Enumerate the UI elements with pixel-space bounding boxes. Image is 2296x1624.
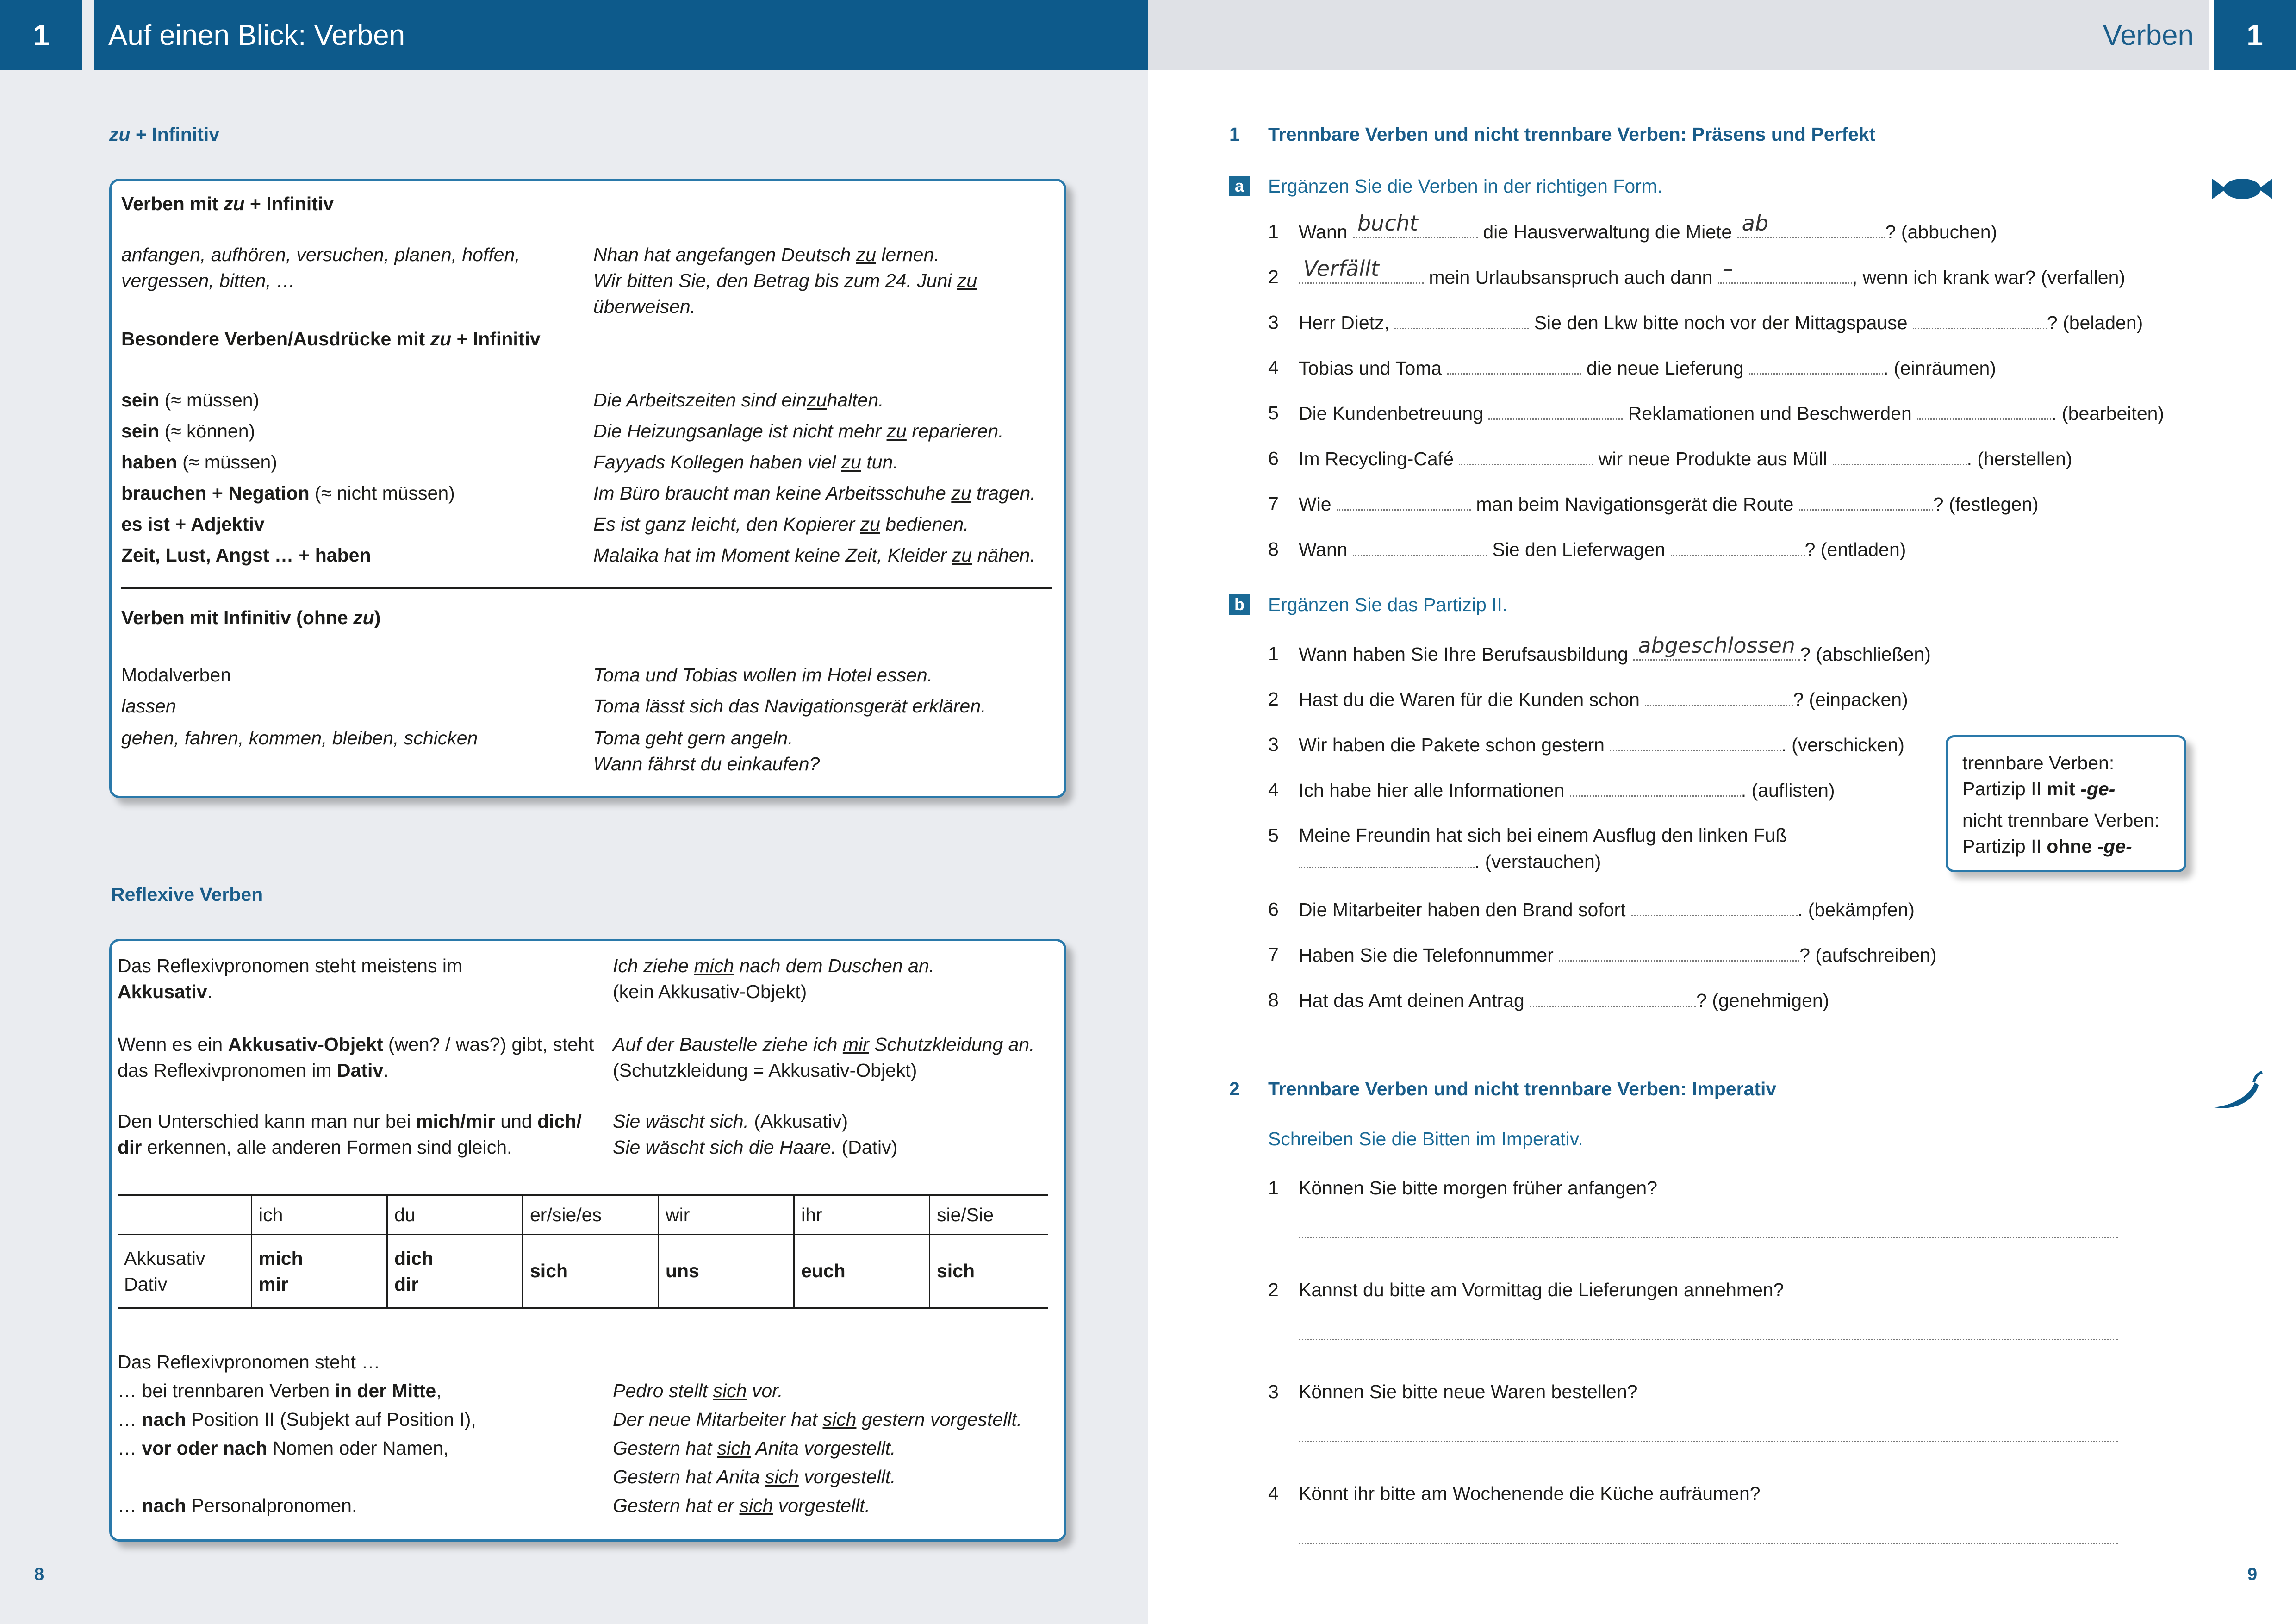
verb-row-label: es ist + Adjektiv	[121, 513, 265, 535]
tip-line: nicht trennbare Verben:	[1962, 810, 2160, 831]
example-sentence: Gestern hat Anita sich vorgestellt.	[613, 1466, 896, 1487]
item-number: 3	[1268, 1381, 1279, 1402]
instruction-text: Ergänzen Sie das Partizip II.	[1268, 594, 1508, 615]
item-text: Haben Sie die Telefonnummer	[1299, 944, 1559, 966]
exercise-item	[1299, 942, 1936, 968]
item-number: 1	[1268, 221, 1279, 242]
item-text: ? (einpacken)	[1793, 689, 1908, 710]
example-sentence: überweisen.	[593, 296, 696, 317]
answer-blank[interactable]	[1645, 686, 1793, 706]
answer-blank[interactable]	[1917, 400, 2051, 420]
page-title-right: Verben	[2103, 19, 2194, 51]
item-text: , wenn ich krank war? (verfallen)	[1852, 267, 2126, 288]
item-number: 7	[1268, 944, 1279, 965]
verb-row-label: sein (≈ müssen)	[121, 389, 260, 411]
example-sentence: Gestern hat er sich vorgestellt.	[613, 1495, 871, 1516]
example-sentence: Fayyads Kollegen haben viel zu tun.	[593, 451, 898, 473]
example-sentence: Im Büro braucht man keine Arbeitsschuhe zu tragen.	[593, 482, 1036, 504]
reflexive-pronoun-table	[118, 1194, 1048, 1309]
item-number: 1	[1268, 643, 1279, 664]
page-number-right: 9	[2247, 1565, 2258, 1584]
exercise-item: Können Sie bitte morgen früher anfangen?	[1299, 1177, 1657, 1199]
exercise-number: 1	[1229, 124, 1240, 145]
item-number: 8	[1268, 538, 1279, 560]
answer-line[interactable]	[1299, 1543, 2118, 1544]
exercise-number: 2	[1229, 1078, 1240, 1099]
answer-blank[interactable]	[1737, 211, 1885, 238]
answer-blank[interactable]	[1833, 445, 1967, 465]
answer-blank[interactable]	[1610, 731, 1781, 751]
exercise-item	[1299, 686, 1908, 712]
exercise-item	[1299, 491, 2039, 517]
table-header-cell: ich	[252, 1195, 387, 1234]
item-number: 5	[1268, 824, 1279, 846]
answer-blank[interactable]	[1447, 355, 1581, 375]
exercise-title: Trennbare Verben und nicht trennbare Verben: Imperativ	[1268, 1078, 1777, 1099]
item-text: wir neue Produkte aus Müll	[1593, 448, 1833, 469]
subheading-besondere-verben: Besondere Verben/Ausdrücke mit zu + Infinitiv	[121, 328, 541, 350]
item-text: Wie	[1299, 493, 1337, 515]
example-sentence: Gestern hat sich Anita vorgestellt.	[613, 1437, 896, 1459]
answer-blank[interactable]	[1718, 256, 1852, 284]
item-text: ? (festlegen)	[1933, 493, 2039, 515]
example-sentence: Ich ziehe mich nach dem Duschen an.	[613, 955, 935, 976]
rule-text: Akkusativ.	[118, 981, 213, 1002]
position-rule: … nach Personalpronomen.	[118, 1495, 357, 1516]
item-text: Wann haben Sie Ihre Berufsausbildung	[1299, 643, 1634, 665]
answer-blank[interactable]	[1459, 445, 1593, 465]
verb-row-label: Zeit, Lust, Angst … + haben	[121, 544, 371, 566]
subexercise-label-a: a	[1229, 176, 1250, 196]
exercise-item	[1299, 355, 1996, 381]
answer-blank[interactable]	[1353, 211, 1478, 238]
position-rule: … bei trennbaren Verben in der Mitte,	[118, 1380, 442, 1401]
table-header-cell	[118, 1195, 252, 1234]
handwritten-answer: bucht	[1357, 211, 1418, 236]
example-sentence: Der neue Mitarbeiter hat sich gestern vorgestellt.	[613, 1409, 1022, 1430]
table-header-cell: er/sie/es	[523, 1195, 659, 1234]
item-number: 4	[1268, 1483, 1279, 1504]
item-number: 4	[1268, 779, 1279, 800]
item-text: . (einräumen)	[1883, 357, 1996, 379]
example-sentence: Sie wäscht sich die Haare. (Dativ)	[613, 1137, 898, 1158]
answer-blank[interactable]	[1749, 355, 1883, 375]
exercise-item	[1299, 896, 1915, 923]
position-rule: … nach Position II (Subjekt auf Position I),	[118, 1409, 476, 1430]
chapter-number-right: 1	[2214, 0, 2296, 70]
exercise-item	[1299, 400, 2164, 426]
item-number: 3	[1268, 734, 1279, 755]
page-title-left: Auf einen Blick: Verben	[94, 0, 1148, 70]
exercise-item	[1299, 633, 1931, 667]
item-text: Wir haben die Pakete schon gestern	[1299, 734, 1610, 756]
item-number: 3	[1268, 312, 1279, 333]
exercise-item	[1299, 848, 1601, 874]
answer-blank[interactable]	[1570, 777, 1741, 797]
verb-row-label: lassen	[121, 695, 176, 717]
item-text: ? (aufschreiben)	[1799, 944, 1937, 966]
page-number-left: 8	[34, 1565, 44, 1584]
verb-row-label: gehen, fahren, kommen, bleiben, schicken	[121, 727, 478, 749]
answer-blank[interactable]	[1633, 633, 1800, 661]
item-text: . (verschicken)	[1781, 734, 1904, 756]
answer-blank[interactable]	[1799, 491, 1933, 511]
exercise-title: Trennbare Verben und nicht trennbare Verben: Präsens und Perfekt	[1268, 124, 1876, 145]
verb-list-line2: vergessen, bitten, …	[121, 270, 296, 291]
answer-blank[interactable]	[1671, 536, 1805, 556]
item-text: Herr Dietz,	[1299, 312, 1395, 333]
exercise-item: Könnt ihr bitte am Wochenende die Küche aufräumen?	[1299, 1483, 1761, 1504]
exercise-item	[1299, 822, 1787, 848]
answer-line[interactable]	[1299, 1441, 2118, 1442]
verb-row-label: Modalverben	[121, 664, 231, 686]
item-text: Im Recycling-Café	[1299, 448, 1459, 469]
exercise-item	[1299, 777, 1835, 803]
table-cell: euch	[794, 1234, 930, 1308]
exercise-item: Kannst du bitte am Vormittag die Lieferungen annehmen?	[1299, 1279, 1784, 1300]
tip-line: trennbare Verben:	[1962, 752, 2115, 774]
item-number: 6	[1268, 448, 1279, 469]
item-text: Ich habe hier alle Informationen	[1299, 780, 1570, 801]
example-sentence: (kein Akkusativ-Objekt)	[613, 981, 807, 1002]
handwritten-answer: abgeschlossen	[1638, 633, 1795, 658]
answer-blank[interactable]	[1353, 536, 1487, 556]
handwritten-answer: ab	[1742, 211, 1769, 236]
verb-row-label: haben (≈ müssen)	[121, 451, 277, 473]
item-text: die Hausverwaltung die Miete	[1477, 221, 1737, 243]
answer-blank[interactable]	[1631, 896, 1798, 916]
example-sentence: Wir bitten Sie, den Betrag bis zum 24. Juni zu	[593, 270, 977, 291]
exercise-item: Können Sie bitte neue Waren bestellen?	[1299, 1381, 1638, 1402]
exercise-item	[1299, 445, 2072, 472]
rule-text: Den Unterschied kann man nur bei mich/mir und dich/	[118, 1111, 582, 1132]
handwritten-answer: Verfällt	[1303, 256, 1379, 281]
item-text: Die Kundenbetreuung	[1299, 403, 1489, 424]
table-header-cell: wir	[659, 1195, 794, 1234]
item-number: 1	[1268, 1177, 1279, 1199]
item-text: ? (genehmigen)	[1696, 990, 1829, 1011]
table-cell: mich mir	[252, 1234, 387, 1308]
example-sentence: Es ist ganz leicht, den Kopierer zu bedienen.	[593, 513, 969, 535]
answer-blank[interactable]	[1299, 256, 1424, 284]
example-sentence: Toma geht gern angeln.	[593, 727, 793, 749]
item-text: Wann	[1299, 539, 1353, 560]
exercise-item	[1299, 309, 2143, 336]
answer-blank[interactable]	[1530, 987, 1696, 1007]
answer-blank[interactable]	[1559, 942, 1799, 962]
verb-list-line1: anfangen, aufhören, versuchen, planen, hoffen,	[121, 244, 520, 265]
example-sentence: Toma und Tobias wollen im Hotel essen.	[593, 664, 933, 686]
item-text: . (bearbeiten)	[2051, 403, 2165, 424]
table-cell: sich	[937, 1260, 975, 1282]
item-number: 8	[1268, 989, 1279, 1011]
answer-line[interactable]	[1299, 1339, 2118, 1340]
answer-blank[interactable]	[1488, 400, 1623, 420]
item-number: 2	[1268, 688, 1279, 710]
exercise-item	[1299, 731, 1904, 758]
answer-blank[interactable]	[1337, 491, 1471, 511]
item-text: mein Urlaubsanspruch auch dann	[1424, 267, 1718, 288]
rule-text: dir erkennen, alle anderen Formen sind gleich.	[118, 1137, 512, 1158]
instruction-text: Ergänzen Sie die Verben in der richtigen Form.	[1268, 175, 1663, 197]
item-text: Sie den Lkw bitte noch vor der Mittagspause	[1529, 312, 1913, 333]
item-text: ? (abschließen)	[1800, 643, 1931, 665]
example-sentence: Toma lässt sich das Navigationsgerät erklären.	[593, 695, 986, 717]
answer-blank[interactable]	[1913, 309, 2047, 329]
example-sentence: Auf der Baustelle ziehe ich mir Schutzkleidung an.	[613, 1034, 1035, 1055]
item-number: 7	[1268, 493, 1279, 514]
candy-icon	[2212, 175, 2272, 203]
item-number: 2	[1268, 266, 1279, 287]
answer-blank[interactable]	[1394, 309, 1529, 329]
handwritten-answer: –	[1722, 256, 1733, 281]
subheading-verben-ohne-zu: Verben mit Infinitiv (ohne zu)	[121, 607, 381, 628]
table-header-cell: ihr	[794, 1195, 930, 1234]
item-text: Die Mitarbeiter haben den Brand sofort	[1299, 899, 1631, 920]
item-text: Sie den Lieferwagen	[1487, 539, 1671, 560]
table-row-label: Akkusativ Dativ	[118, 1234, 252, 1308]
position-rule: … vor oder nach Nomen oder Namen,	[118, 1437, 449, 1459]
exercise-item	[1299, 987, 1829, 1013]
item-text: . (verstauchen)	[1475, 851, 1601, 872]
item-text: Tobias und Toma	[1299, 357, 1447, 379]
item-text: . (auflisten)	[1741, 780, 1835, 801]
item-text: Reklamationen und Beschwerden	[1623, 403, 1917, 424]
chili-pepper-icon	[2212, 1069, 2263, 1111]
example-sentence: Die Heizungsanlage ist nicht mehr zu reparieren.	[593, 420, 1004, 442]
rule-text: das Reflexivpronomen im Dativ.	[118, 1060, 389, 1081]
verb-row-label: brauchen + Negation (≈ nicht müssen)	[121, 482, 455, 504]
rule-text: Das Reflexivpronomen steht meistens im	[118, 955, 463, 976]
answer-blank[interactable]	[1299, 848, 1475, 868]
item-text: man beim Navigationsgerät die Route	[1471, 493, 1799, 515]
exercise-item	[1299, 256, 2126, 290]
tip-line: Partizip II mit -ge-	[1962, 778, 2116, 800]
table-header-cell: du	[387, 1195, 523, 1234]
item-text: ? (entladen)	[1804, 539, 1906, 560]
chapter-number-left: 1	[0, 0, 82, 70]
instruction-text: Schreiben Sie die Bitten im Imperativ.	[1268, 1128, 1583, 1149]
box-title-verben-mit-zu: Verben mit zu + Infinitiv	[121, 193, 334, 214]
item-text: die neue Lieferung	[1581, 357, 1749, 379]
item-text: ? (abbuchen)	[1885, 221, 1997, 243]
example-sentence: Nhan hat angefangen Deutsch zu lernen.	[593, 244, 940, 265]
subexercise-label-b: b	[1229, 594, 1250, 615]
item-text: . (bekämpfen)	[1797, 899, 1915, 920]
table-header-cell: sie/Sie	[937, 1204, 994, 1225]
item-text: ? (beladen)	[2047, 312, 2143, 333]
table-cell: sich	[523, 1234, 659, 1308]
table-cell: uns	[659, 1234, 794, 1308]
divider	[121, 587, 1052, 589]
item-text: Hast du die Waren für die Kunden schon	[1299, 689, 1645, 710]
item-text: . (herstellen)	[1966, 448, 2072, 469]
example-sentence: Sie wäscht sich. (Akkusativ)	[613, 1111, 848, 1132]
item-text: Wann	[1299, 221, 1353, 243]
item-number: 4	[1268, 357, 1279, 378]
exercise-item	[1299, 536, 1906, 562]
item-number: 2	[1268, 1279, 1279, 1300]
section-heading-reflexive-verben: Reflexive Verben	[111, 884, 263, 905]
example-sentence: Wann fährst du einkaufen?	[593, 753, 820, 775]
example-sentence: Die Arbeitszeiten sind einzuhalten.	[593, 389, 884, 411]
exercise-item	[1299, 211, 1997, 245]
verb-row-label: sein (≈ können)	[121, 420, 255, 442]
item-number: 6	[1268, 899, 1279, 920]
item-text: Hat das Amt deinen Antrag	[1299, 990, 1530, 1011]
item-text: Meine Freundin hat sich bei einem Ausflug den linken Fuß	[1299, 824, 1787, 846]
answer-line[interactable]	[1299, 1237, 2118, 1238]
example-sentence: Malaika hat im Moment keine Zeit, Kleider zu nähen.	[593, 544, 1035, 566]
rule-text: Wenn es ein Akkusativ-Objekt (wen? / was?) gibt, steht	[118, 1034, 594, 1055]
example-sentence: (Schutzkleidung = Akkusativ-Objekt)	[613, 1060, 917, 1081]
item-number: 5	[1268, 402, 1279, 424]
example-sentence: Pedro stellt sich vor.	[613, 1380, 783, 1401]
table-cell: dich dir	[387, 1234, 523, 1308]
rule-text: Das Reflexivpronomen steht …	[118, 1351, 380, 1373]
tip-line: Partizip II ohne -ge-	[1962, 836, 2132, 857]
section-heading-zu-infinitiv: zu + Infinitiv	[109, 124, 220, 145]
